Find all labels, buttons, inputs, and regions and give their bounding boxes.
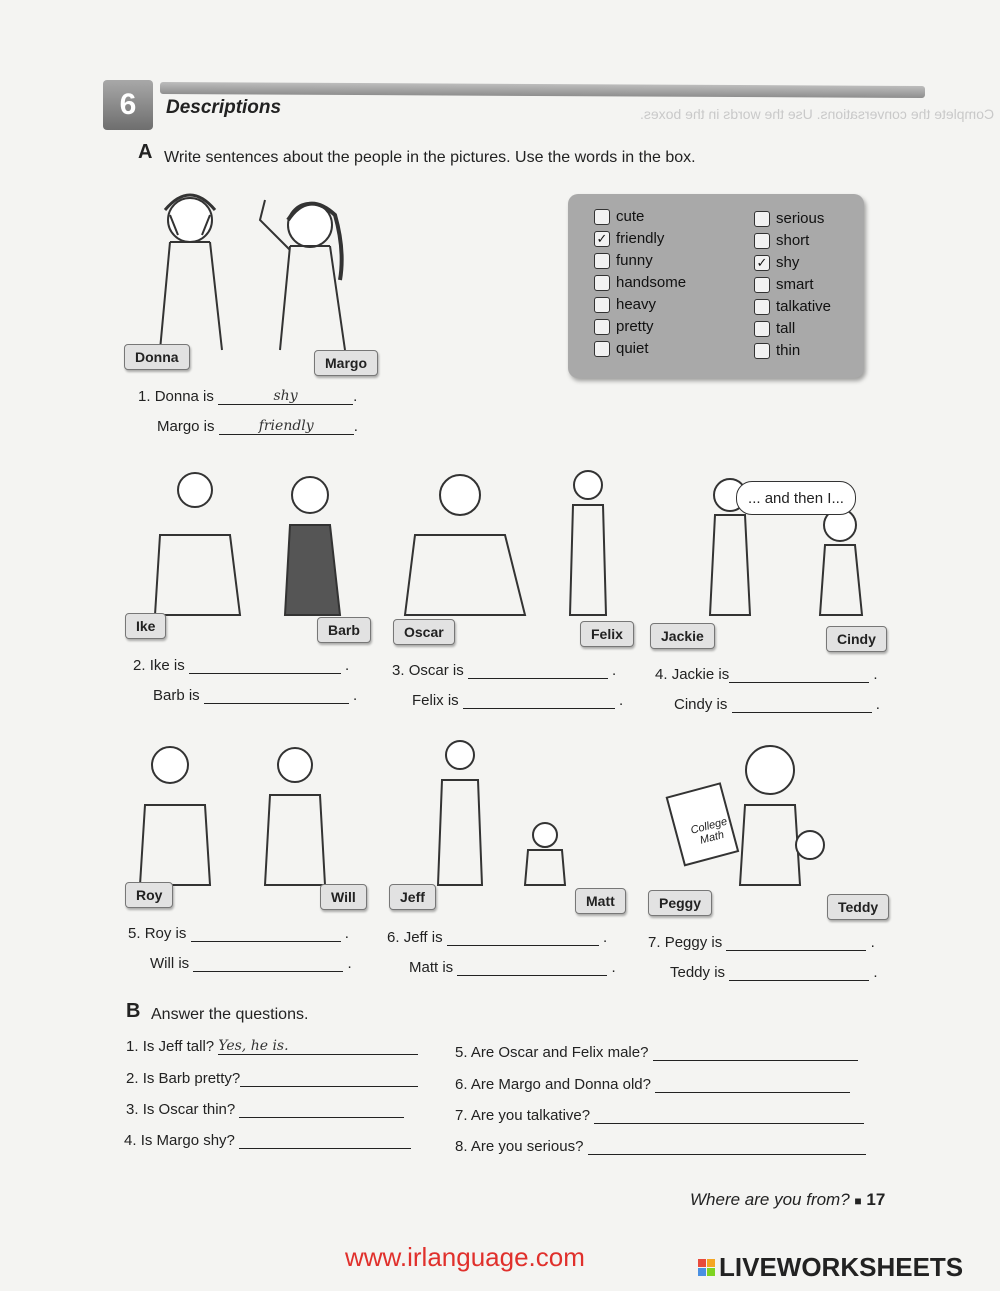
word-pretty[interactable]: pretty	[594, 318, 654, 335]
a-item-7-line-2: Teddy is .	[670, 964, 878, 981]
answer-teddy[interactable]	[729, 980, 869, 981]
word-box	[568, 194, 864, 378]
word-quiet[interactable]: quiet	[594, 340, 649, 357]
word-funny[interactable]: funny	[594, 252, 653, 269]
label-roy: Roy	[125, 882, 173, 908]
word-friendly[interactable]: ✓ friendly	[594, 230, 664, 247]
word-handsome[interactable]: handsome	[594, 274, 686, 291]
speech-bubble: ... and then I...	[736, 481, 856, 515]
checkbox-icon[interactable]	[594, 341, 610, 357]
word-thin[interactable]: thin	[754, 342, 800, 359]
answer-jackie[interactable]	[729, 682, 869, 683]
answer-will[interactable]	[193, 971, 343, 972]
b-answer-5[interactable]	[653, 1060, 858, 1061]
b-question-7: 7. Are you talkative?	[455, 1107, 864, 1124]
b-answer-7[interactable]	[594, 1123, 864, 1124]
word-short[interactable]: short	[754, 232, 809, 249]
b-answer-8[interactable]	[588, 1154, 866, 1155]
b-answer-2[interactable]	[240, 1086, 418, 1087]
section-b-letter: B	[126, 1000, 141, 1022]
word-tall[interactable]: tall	[754, 320, 795, 337]
a-item-5-line-1: 5. Roy is .	[128, 925, 349, 942]
label-felix: Felix	[580, 621, 634, 647]
checkbox-icon[interactable]	[754, 277, 770, 293]
label-margo: Margo	[314, 350, 378, 376]
b-question-4: 4. Is Margo shy?	[124, 1132, 411, 1149]
answer-felix[interactable]	[463, 708, 615, 709]
checkbox-icon[interactable]	[594, 275, 610, 291]
label-jeff: Jeff	[389, 884, 436, 910]
label-donna: Donna	[124, 344, 190, 370]
b-answer-3[interactable]	[239, 1117, 404, 1118]
word-cute[interactable]: cute	[594, 208, 644, 225]
answer-roy[interactable]	[191, 941, 341, 942]
label-cindy: Cindy	[826, 626, 887, 652]
a-item-2-line-2: Barb is .	[153, 687, 358, 704]
a-item-3-line-1: 3. Oscar is .	[392, 662, 617, 679]
b-answer-6[interactable]	[655, 1092, 850, 1093]
b-answer-1[interactable]: Yes, he is.	[218, 1038, 418, 1055]
answer-barb[interactable]	[204, 703, 349, 704]
footer-bullet-icon: ■	[854, 1194, 862, 1208]
answer-oscar[interactable]	[468, 678, 608, 679]
checkbox-icon[interactable]	[754, 211, 770, 227]
row-3-illustration	[130, 735, 900, 910]
checkbox-icon[interactable]	[754, 321, 770, 337]
a-item-1-line-2: Margo is friendly .	[157, 418, 358, 435]
a-item-6-line-2: Matt is .	[409, 959, 616, 976]
b-question-1: 1. Is Jeff tall? Yes, he is.	[126, 1038, 418, 1055]
label-oscar: Oscar	[393, 619, 455, 645]
b-question-8: 8. Are you serious?	[455, 1138, 866, 1155]
section-a-instruction: Write sentences about the people in the pictures. Use the words in the box.	[164, 149, 696, 166]
liveworksheets-logo-icon	[698, 1259, 715, 1276]
answer-matt[interactable]	[457, 975, 607, 976]
checkbox-icon[interactable]	[754, 299, 770, 315]
label-matt: Matt	[575, 888, 626, 914]
b-answer-4[interactable]	[239, 1148, 411, 1149]
answer-ike[interactable]	[189, 673, 341, 674]
label-jackie: Jackie	[650, 623, 715, 649]
label-will: Will	[320, 884, 367, 910]
answer-jeff[interactable]	[447, 945, 599, 946]
a-item-6-line-1: 6. Jeff is .	[387, 929, 608, 946]
checkbox-icon[interactable]	[754, 343, 770, 359]
unit-number: 6	[103, 80, 153, 130]
unit-title: Descriptions	[166, 97, 282, 118]
label-ike: Ike	[125, 613, 166, 639]
word-serious[interactable]: serious	[754, 210, 824, 227]
a-item-1-line-1: 1. Donna is shy .	[138, 388, 358, 405]
checkbox-checked-icon[interactable]: ✓	[754, 255, 770, 271]
a-item-4-line-1: 4. Jackie is .	[655, 666, 878, 683]
checkbox-icon[interactable]	[594, 253, 610, 269]
watermark-irlanguage[interactable]: www.irlanguage.com	[345, 1242, 585, 1272]
a-item-7-line-1: 7. Peggy is .	[648, 934, 875, 951]
page-number: 17	[866, 1190, 886, 1209]
b-question-6: 6. Are Margo and Donna old?	[455, 1076, 850, 1093]
a-item-5-line-2: Will is .	[150, 955, 352, 972]
b-question-2: 2. Is Barb pretty?	[126, 1070, 418, 1087]
checkbox-icon[interactable]	[594, 209, 610, 225]
label-peggy: Peggy	[648, 890, 712, 916]
answer-peggy[interactable]	[726, 950, 866, 951]
label-teddy: Teddy	[827, 894, 889, 920]
word-talkative[interactable]: talkative	[754, 298, 831, 315]
checkbox-icon[interactable]	[754, 233, 770, 249]
answer-cindy[interactable]	[732, 712, 872, 713]
section-a-letter: A	[138, 141, 153, 163]
a-item-4-line-2: Cindy is .	[674, 696, 880, 713]
checkbox-checked-icon[interactable]: ✓	[594, 231, 610, 247]
word-heavy[interactable]: heavy	[594, 296, 656, 313]
header-bar	[160, 82, 925, 98]
checkbox-icon[interactable]	[594, 297, 610, 313]
checkbox-icon[interactable]	[594, 319, 610, 335]
section-b-instruction: Answer the questions.	[151, 1006, 309, 1023]
word-shy[interactable]: ✓ shy	[754, 254, 799, 271]
b-question-3: 3. Is Oscar thin?	[126, 1101, 404, 1118]
answer-margo[interactable]: friendly	[219, 418, 354, 435]
a-item-3-line-2: Felix is .	[412, 692, 624, 709]
label-barb: Barb	[317, 617, 371, 643]
watermark-liveworksheets[interactable]: LIVEWORKSHEETS	[698, 1252, 963, 1283]
b-question-5: 5. Are Oscar and Felix male?	[455, 1044, 858, 1061]
donna-margo-illustration	[130, 180, 390, 370]
a-item-2-line-1: 2. Ike is .	[133, 657, 350, 674]
answer-donna[interactable]: shy	[218, 388, 353, 405]
book-cover-text: College Math	[689, 815, 729, 847]
word-smart[interactable]: smart	[754, 276, 814, 293]
page-footer: Where are you from? ■ 17	[690, 1190, 886, 1209]
bleed-through-text: Complete the conversations. Use the words in the boxes.	[640, 106, 995, 122]
